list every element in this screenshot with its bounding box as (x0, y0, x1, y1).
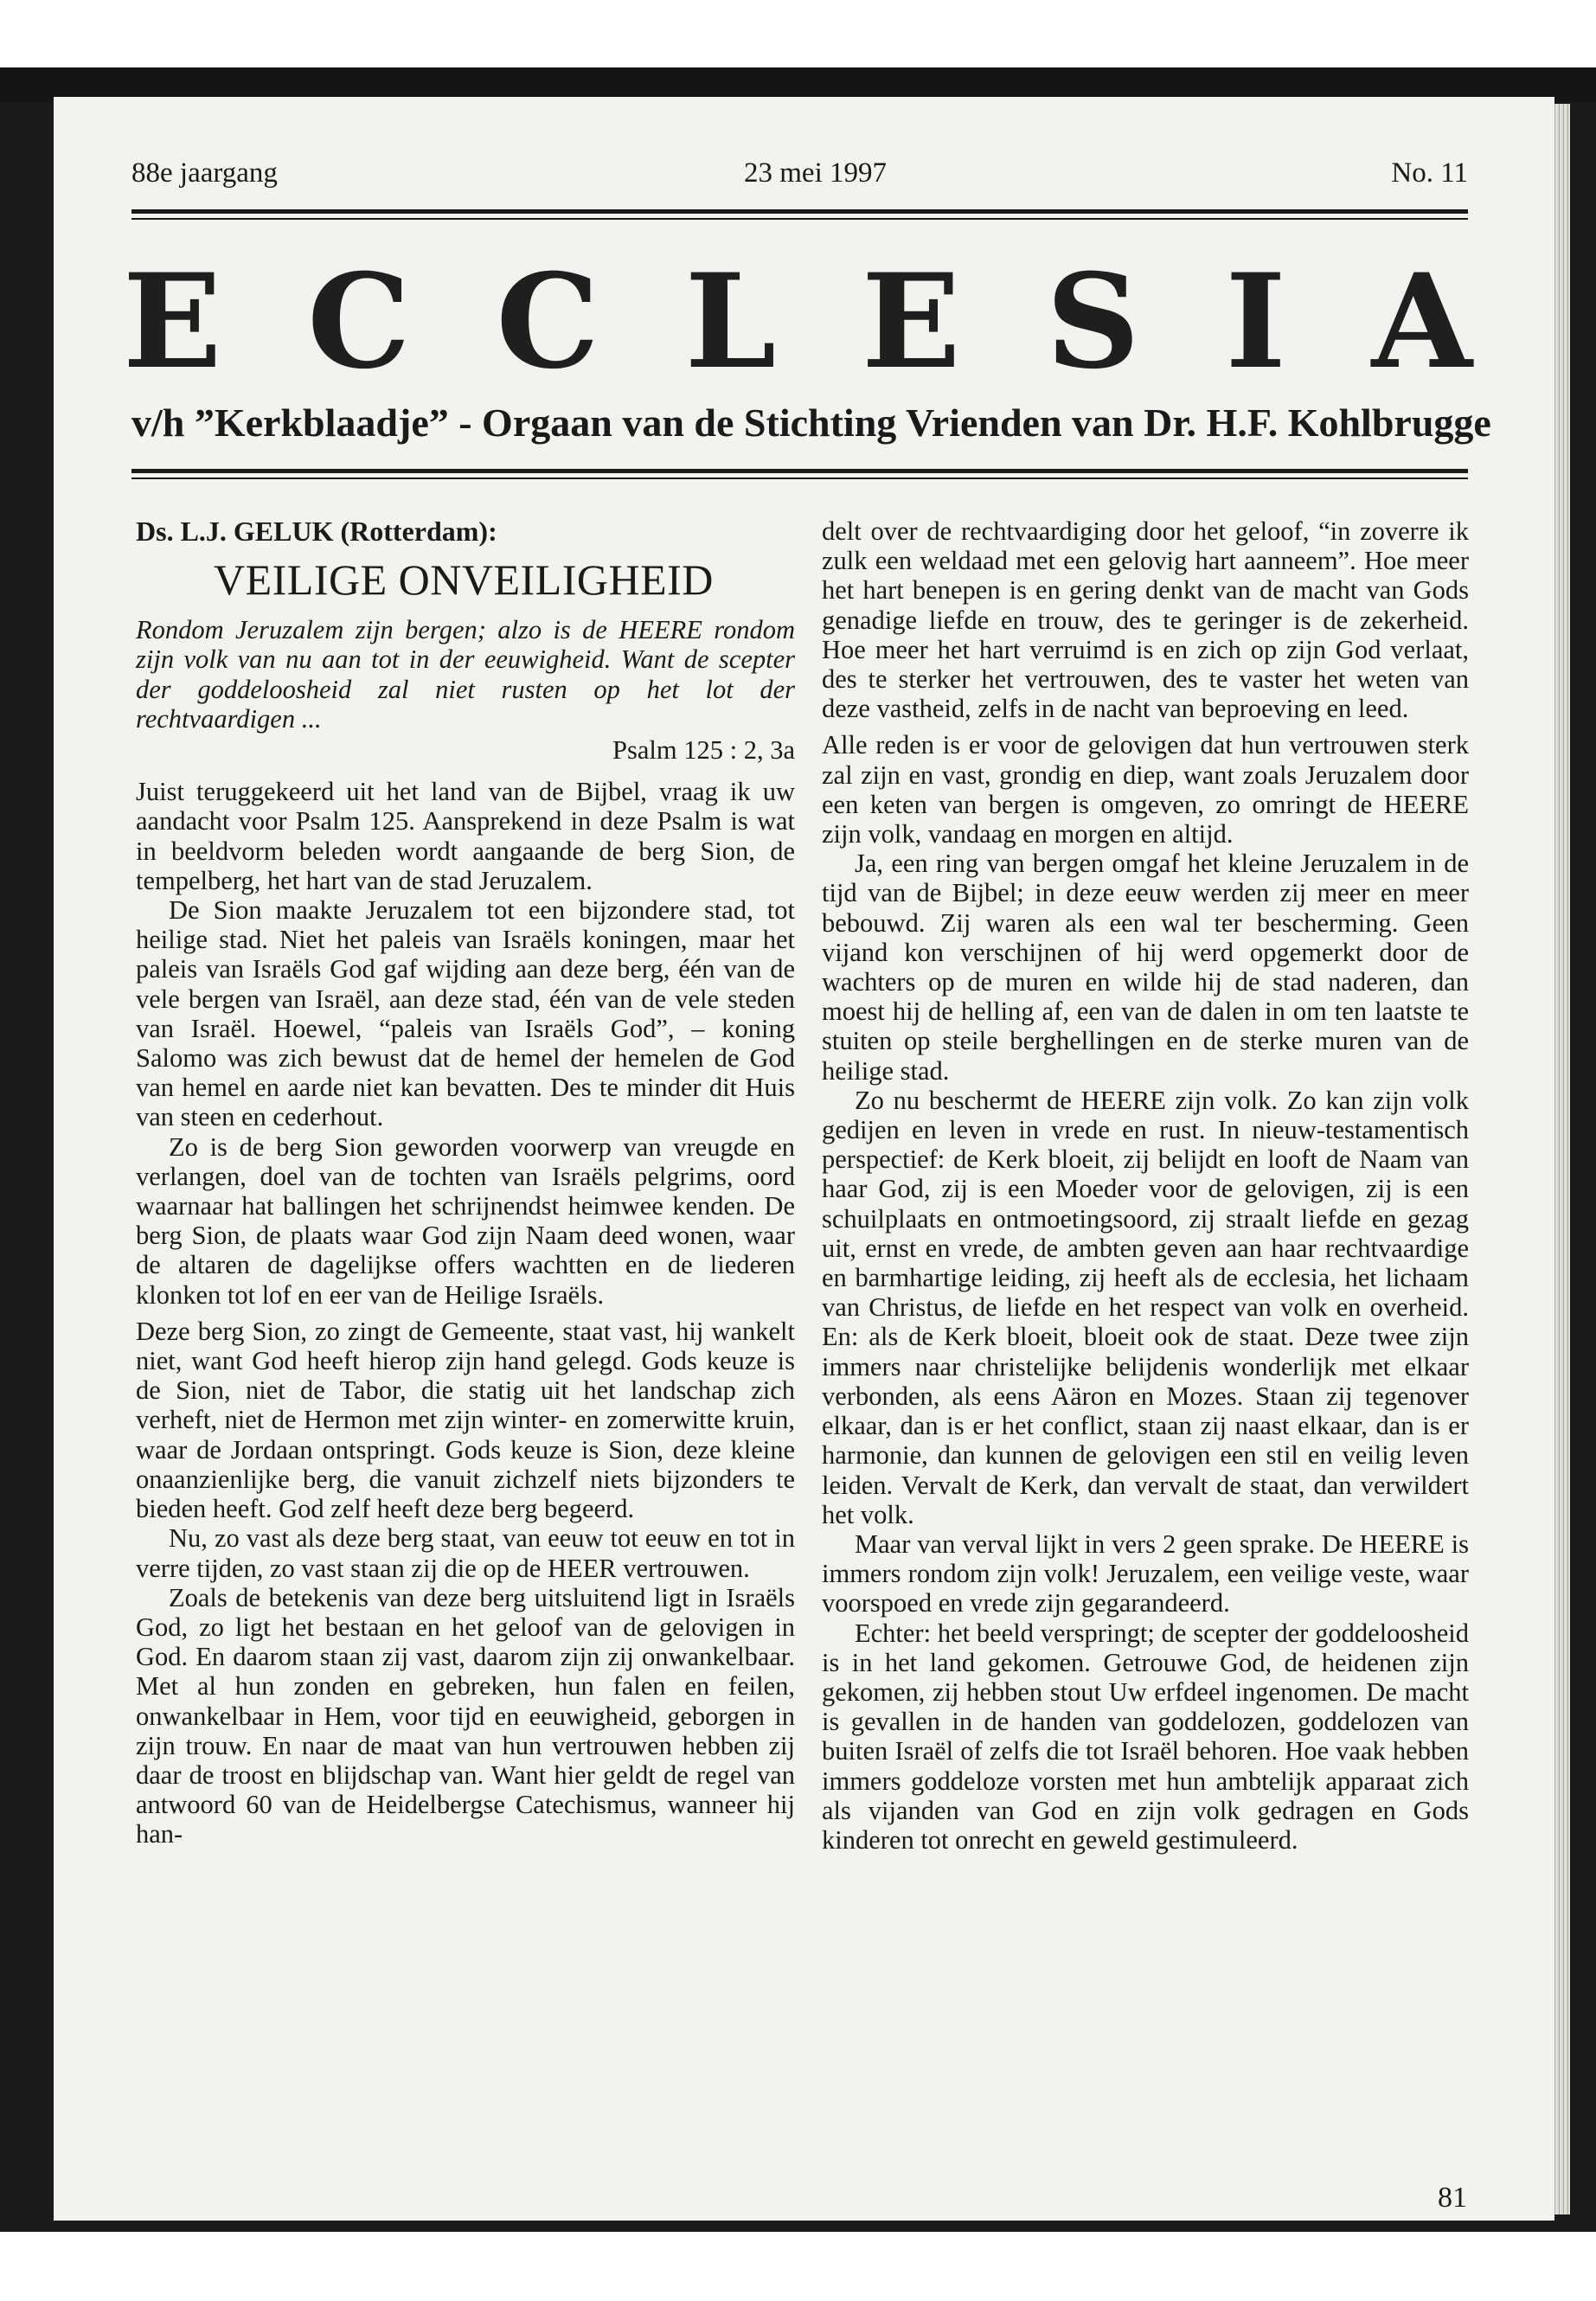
header-rule (131, 209, 1468, 214)
scan-background-bottom (0, 2232, 1596, 2301)
paragraph: delt over de rechtvaardiging door het geloof, “in zoverre ik zulk een weldaad met een gelovig hart aanneem”. Hoe meer het hart benepen is en gering denkt van de macht van Gods genadige liefde en trouw, des te geringer is de zekerheid. Hoe meer het hart verruimd is en zich op zijn God verlaat, des te sterker het vertrouwen, des te vaster het weten van deze vastheid, zelfs in de nacht van beproeving en leed. (822, 516, 1469, 724)
masthead-rule (131, 469, 1468, 473)
paragraph: Deze berg Sion, zo zingt de Gemeente, staat vast, hij wankelt niet, want God heeft hierop zijn hand gelegd. Gods keuze is de Sion, niet de Tabor, die statig uit het landschap zich verheft, niet de Hermon met zijn winter- en zomerwitte kruin, waar de Jordaan ontspringt. Gods keuze is Sion, deze kleine onaanzienlijke berg, die vanuit zichzelf niets bijzonders te bieden heeft. God zelf heeft deze berg begeerd. (136, 1316, 795, 1524)
masthead-letter: C (307, 246, 411, 398)
volume-label: 88e jaargang (131, 157, 278, 189)
article-column-left (136, 516, 795, 1849)
paragraph: Zo nu beschermt de HEERE zijn volk. Zo kan zijn volk gedijen en leven in vrede en rust. In nieuw-testamentisch perspectief: de Kerk bloeit, zij belijdt en looft de Naam van haar God, zij is een Moeder voor de gelovigen, zij is een schuilplaats en ontmoetingsoord, zij straalt liefde en gezag uit, ernst en vrede, de ambten geven aan haar rechtvaardige en barmhartige leiding, zij heeft als de ecclesia, het lichaam van Christus, de liefde en het respect van volk en overheid. En: als de Kerk bloeit, bloeit ook de staat. Deze twee zijn immers naar christelijke belijdenis wonderlijk met elkaar verbonden, als eens Aäron en Mozes. Staan zij tegenover elkaar, dan is er het conflict, staan zij naast elkaar, dan is er harmonie, dan kunnen de gelovigen een stil en veilig leven leiden. Vervalt de Kerk, dan vervalt de staat, dan verwildert het volk. (822, 1085, 1469, 1529)
paragraph: Zoals de betekenis van deze berg uitsluitend ligt in Israëls God, zo ligt het bestaan en het geloof van de gelovigen in God. En daarom staan zij vast, daarom zijn zij onwankelbaar. Met al hun zonden en gebreken, hun falen en feilen, onwankelbaar in Hem, voor tijd en eeuwigheid, geborgen in zijn trouw. En naar de maat van hun vertrouwen hebben zij daar de troost en blijdschap van. Want hier geldt de regel van antwoord 60 van de Heidelbergse Catechismus, wanneer hij han- (136, 1582, 795, 1849)
masthead-letter: E (123, 246, 222, 398)
paragraph: Ja, een ring van bergen omgaf het kleine Jeruzalem in de tijd van de Bijbel; in deze eeuw werden zij meer en meer bebouwd. Zij waren als een wal ter bescherming. Geen vijand kon verschijnen of hij werd opgemerkt door de wachters op de muren en wilde hij de stad naderen, dan moest hij de helling af, een van de dalen in om ten laatste te stuiten op steile berghellingen en de sterke muren van de heilige stad. (822, 849, 1469, 1086)
paragraph: Juist teruggekeerd uit het land van de Bijbel, vraag ik uw aandacht voor Psalm 125. Aansprekend in deze Psalm is wat in beeldvorm beleden wordt aangaande de berg Sion, de tempelberg, het hart van de stad Jeruzalem. (136, 777, 795, 895)
issue-header (131, 157, 1468, 201)
motto-reference: Psalm 125 : 2, 3a (612, 735, 795, 766)
masthead-rule-thin (131, 478, 1468, 479)
masthead-letter: A (1371, 246, 1472, 398)
masthead-subtitle: v/h ”Kerkblaadje” - Orgaan van de Stichting Vrienden van Dr. H.F. Kohlbrugge (131, 401, 1491, 445)
paragraph: Maar van verval lijkt in vers 2 geen sprake. De HEERE is immers rondom zijn volk! Jeruzalem, een veilige veste, waar voorspoed en vrede zijn gegarandeerd. (822, 1529, 1469, 1618)
article-author: Ds. L.J. GELUK (Rotterdam): (136, 516, 497, 547)
article-title: VEILIGE ONVEILIGHEID (214, 555, 714, 605)
scan-background-top (0, 0, 1596, 67)
article-motto: Rondom Jeruzalem zijn bergen; alzo is de HEERE rondom zijn volk van nu aan tot in der eeuwigheid. Want de scepter der goddeloosheid zal niet rusten op het lot der rechtvaardigen ... (136, 615, 795, 734)
paragraph: Nu, zo vast als deze berg staat, van eeuw tot eeuw en tot in verre tijden, zo vast staan zij die op de HEER vertrouwen. (136, 1523, 795, 1583)
masthead-letter: C (496, 246, 599, 398)
masthead-letter: L (684, 246, 777, 398)
article-column-right (822, 516, 1469, 1855)
masthead-letter: S (1046, 246, 1140, 398)
paragraph: Alle reden is er voor de gelovigen dat hun vertrouwen sterk zal zijn en vast, grondig en diep, want zoals Jeruzalem door een keten van bergen is omgeven, zo omringt de HEERE zijn volk, vandaag en morgen en altijd. (822, 730, 1469, 849)
masthead-title (123, 246, 1472, 398)
newsletter-page (54, 97, 1554, 2221)
issue-date: 23 mei 1997 (744, 157, 887, 189)
paragraph: Echter: het beeld verspringt; de scepter der goddeloosheid is in het land gekomen. Getrouwe God, de heidenen zijn gekomen, zij hebben stout Uw erfdeel ingenomen. De macht is gevallen in de handen van goddelozen, goddelozen van buiten Israël of zelfs die tot Israël behoren. Hoe vaak hebben immers goddeloze vorsten met hun ambtelijk apparaat zich als vijanden van God en zijn volk gedragen en Gods kinderen tot onrecht en geweld gestimuleerd. (822, 1618, 1469, 1855)
issue-number: No. 11 (1391, 157, 1468, 189)
header-rule-thin (131, 218, 1468, 220)
masthead-letter: I (1225, 246, 1286, 398)
masthead-letter: E (862, 246, 961, 398)
page-number: 81 (1438, 2182, 1467, 2214)
paragraph: Zo is de berg Sion geworden voorwerp van vreugde en verlangen, doel van de tochten van Israëls pelgrims, oord waarnaar hat ballingen het schrijnendst heimwee kenden. De berg Sion, de plaats waar God zijn Naam deed wonen, waar de altaren de dagelijkse offers wachtten en de liederen klonken tot lof en eer van de Heilige Israëls. (136, 1131, 795, 1310)
paragraph: De Sion maakte Jeruzalem tot een bijzondere stad, tot heilige stad. Niet het paleis van Israëls koningen, maar het paleis van Israëls God gaf wijding aan deze berg, één van de vele bergen van Israël, aan deze stad, één van de vele steden van Israël. Hoewel, “paleis van Israëls God”, – koning Salomo was zich bewust dat de hemel der hemelen de God van hemel en aarde niet kan bevatten. Des te minder dit Huis van steen en cederhout. (136, 895, 795, 1132)
